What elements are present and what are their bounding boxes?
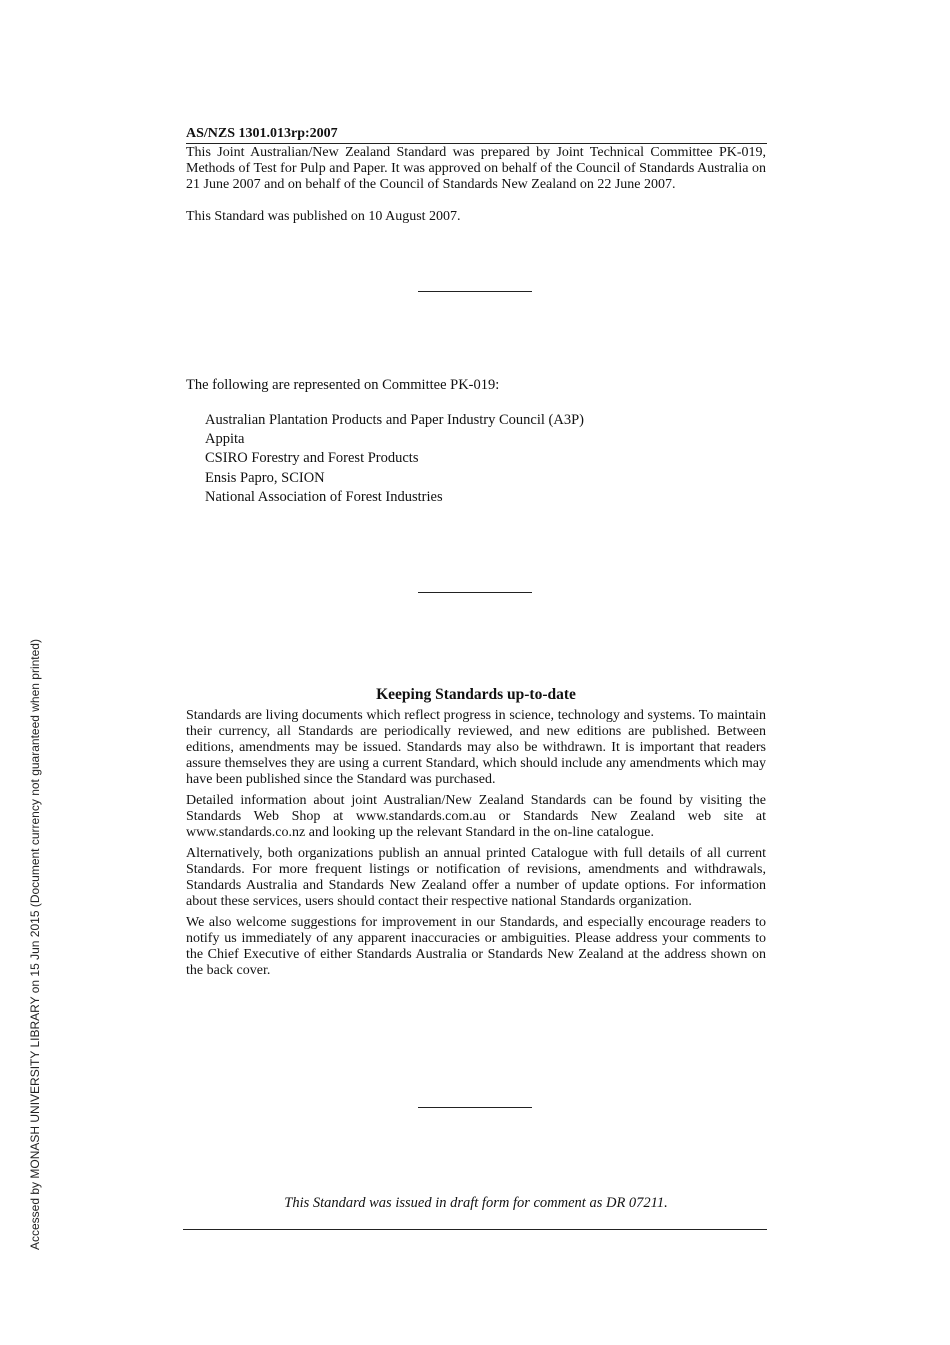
- committee-member-list: [205, 411, 584, 507]
- standard-number: AS/NZS 1301.013rp:2007: [186, 125, 767, 144]
- section-title: Keeping Standards up-to-date: [376, 686, 576, 703]
- committee-intro: The following are represented on Committee PK-019:: [186, 377, 500, 393]
- access-stamp: Accessed by MONASH UNIVERSITY LIBRARY on 15 Jun 2015 (Document currency not guaranteed when printed): [28, 639, 42, 1250]
- divider: [418, 592, 532, 593]
- committee-member: Ensis Papro, SCION: [205, 469, 325, 486]
- divider: [418, 1107, 532, 1108]
- draft-note: This Standard was issued in draft form for comment as DR 07211.: [284, 1195, 668, 1211]
- committee-member: Appita: [205, 431, 245, 448]
- paragraph: Detailed information about joint Australian/New Zealand Standards can be found by visiting the Standards Web Shop at www.standards.com.au or Standards New Zealand web site at www.standards.co.nz and looking up the relevant Standard in the on-line catalogue.: [186, 793, 766, 840]
- paragraph: Standards are living documents which reflect progress in science, technology and systems. To maintain their currency, all Standards are periodically reviewed, and new editions are published. Between editions, amendments may be issued. Standards may also be withdrawn. It is important that readers assure themselves they are using a current Standard, which should include any amendments which may have been published since the Standard was purchased.: [186, 708, 766, 787]
- paragraph: Alternatively, both organizations publish an annual printed Catalogue with full details of all current Standards. For more frequent listings or notification of revisions, amendments and withdrawals, Standards Australia and Standards New Zealand offer a number of update options. For information about these services, users should contact their respective national Standards organization.: [186, 846, 766, 909]
- paragraph: We also welcome suggestions for improvement in our Standards, and especially encourage readers to notify us immediately of any apparent inaccuracies or ambiguities. Please address your comments to the Chief Executive of either Standards Australia or Standards New Zealand at the address shown on the back cover.: [186, 915, 766, 978]
- committee-member: Australian Plantation Products and Paper Industry Council (A3P): [205, 412, 584, 428]
- preparation-statement: [186, 145, 766, 193]
- preparation-text: This Joint Australian/New Zealand Standard was prepared by Joint Technical Committee PK-019, Methods of Test for Pulp and Paper. It was approved on behalf of the Council of Standards Australia on 21 June 2007 and on behalf of the Council of Standards New Zealand on 22 June 2007.: [186, 145, 766, 192]
- section-body: [186, 708, 766, 984]
- divider: [418, 291, 532, 292]
- committee-member: National Association of Forest Industries: [205, 488, 443, 505]
- committee-member: CSIRO Forestry and Forest Products: [205, 450, 419, 467]
- publication-date: This Standard was published on 10 August 2007.: [186, 209, 461, 224]
- footer-rule: [183, 1229, 767, 1230]
